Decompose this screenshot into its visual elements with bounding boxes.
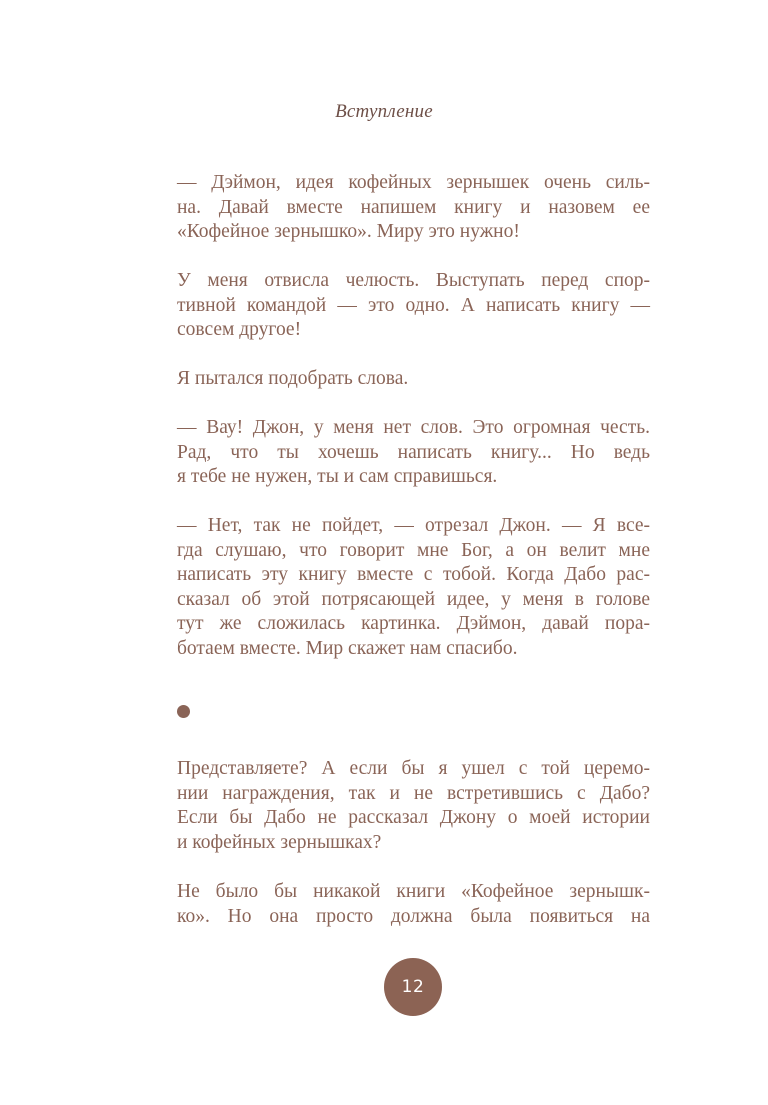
text-line: и кофейных зернышках? (177, 831, 382, 853)
text-line: сказал об этой потрясающей идее, у меня в голове (177, 588, 650, 610)
text-line: я тебе не нужен, ты и сам справишься. (177, 466, 498, 487)
text-line: Рад, что ты хочешь написать книгу... Но ведь (177, 441, 650, 463)
paragraph-1 (177, 171, 650, 245)
text-line: гда слушаю, что говорит мне Бог, а он велит мне (177, 539, 650, 561)
text-line: написать эту книгу вместе с тобой. Когда Дабо рас- (177, 564, 650, 585)
text-line: Представляете? А если бы я ушел с той церемо- (177, 758, 650, 779)
paragraph-6 (177, 757, 650, 855)
text-line: нии награждения, так и не встретившись с Дабо? (177, 782, 650, 804)
text-line: ко». Но она просто должна была появиться на (177, 905, 650, 927)
text-line: Я пытался подобрать слова. (177, 368, 409, 389)
text-line: ботаем вместе. Мир скажет нам спасибо. (177, 637, 518, 659)
paragraph-2 (177, 269, 650, 343)
text-line: У меня отвисла челюсть. Выступать перед спор- (177, 270, 650, 291)
text-line: тут же сложилась картинка. Дэймон, давай пора- (177, 613, 650, 634)
paragraph-3 (177, 367, 650, 392)
text-line: — Дэймон, идея кофейных зернышек очень силь- (177, 172, 650, 193)
text-line: тивной командой — это одно. А написать книгу — (177, 294, 650, 316)
text-line: — Нет, так не пойдет, — отрезал Джон. — Я все- (177, 515, 650, 536)
paragraph-5 (177, 514, 650, 661)
text-line: — Вау! Джон, у меня нет слов. Это огромная честь. (177, 417, 650, 438)
running-head: Вступление (335, 101, 433, 122)
text-line: Если бы Дабо не рассказал Джону о моей истории (177, 807, 650, 828)
section-divider-dot-icon (177, 705, 190, 718)
page-number: 12 (384, 958, 442, 1016)
text-line: совсем другое! (177, 319, 302, 340)
text-line: Не было бы никакой книги «Кофейное зернышк- (177, 881, 650, 902)
text-line: на. Давай вместе напишем книгу и назовем ее (177, 196, 650, 218)
paragraph-4 (177, 416, 650, 490)
text-line: «Кофейное зернышко». Миру это нужно! (177, 221, 520, 242)
paragraph-7 (177, 880, 650, 929)
